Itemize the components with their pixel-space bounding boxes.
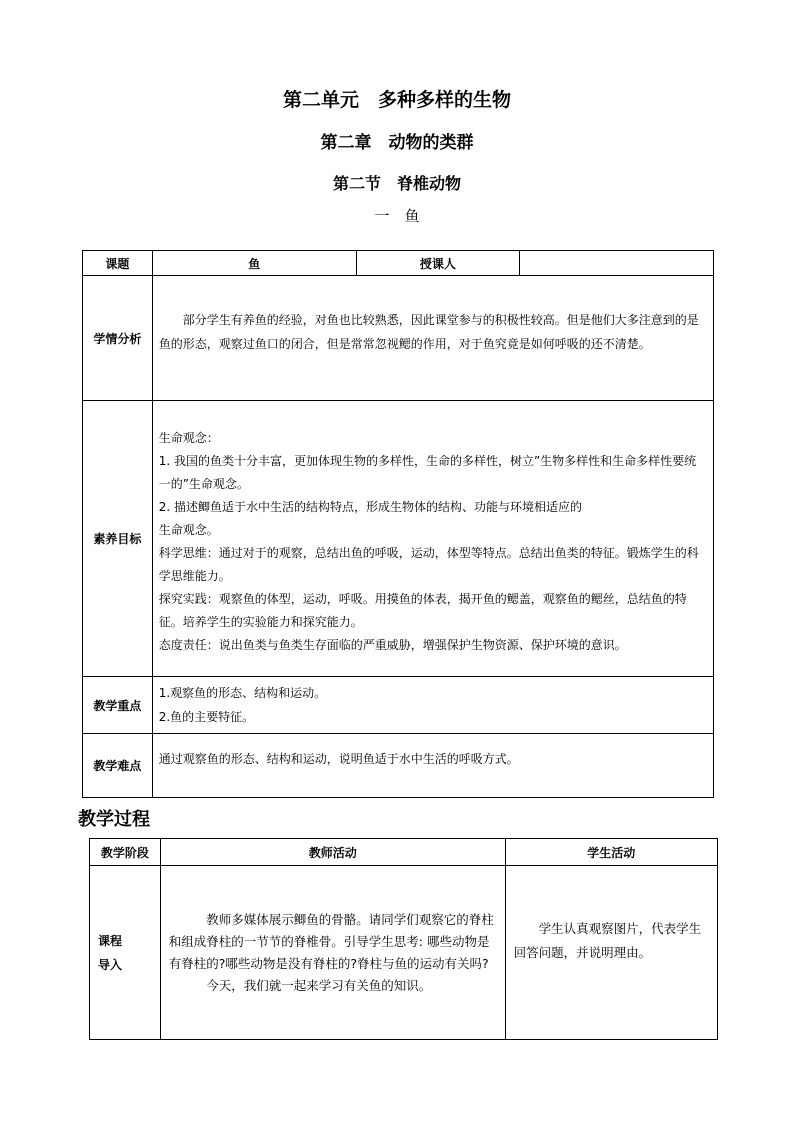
student-activity-cell (505, 866, 717, 1040)
section-title: 第二节 脊椎动物 (332, 174, 461, 193)
analysis-label: 学情分析 (83, 276, 153, 401)
literacy-row (83, 401, 714, 677)
unit-title: 第二单元 多种多样的生物 (282, 89, 511, 111)
teacher-label: 授课人 (356, 251, 519, 276)
teacher-value (519, 251, 713, 276)
literacy-line: 生命观念： (158, 430, 219, 445)
analysis-text: 部分学生有养鱼的经验，对鱼也比较熟悉，因此课堂参与的积极性较高。但是他们大多注意到的是鱼的形态，观察过鱼口的闭合，但是常常忽视鳃的作用，对于鱼究竟是如何呼吸的还不清楚。 (158, 313, 699, 351)
difficulty-label: 教学难点 (83, 734, 153, 798)
topic-title: 一 鱼 (374, 207, 420, 225)
literacy-text (153, 421, 713, 657)
literacy-line: 探究实践：观察鱼的体型，运动，呼吸。用摸鱼的体表，揭开鱼的鳃盖，观察鱼的鳃丝，总结鱼的特征。培养学生的实验能力和探究能力。 (158, 591, 687, 629)
key-points-row (83, 677, 714, 734)
analysis-row (83, 276, 714, 401)
literacy-line: 2. 描述鲫鱼适于水中生活的结构特点，形成生物体的结构、功能与环境相适应的 (158, 499, 582, 514)
student-activity-text: 学生认真观察图片，代表学生回答问题，并说明理由。 (513, 920, 702, 960)
col-stage-header: 教学阶段 (90, 839, 161, 866)
difficulty-row (83, 734, 714, 798)
stage-cell (90, 866, 161, 1040)
literacy-label: 素养目标 (83, 401, 153, 677)
col-teacher-header: 教师活动 (160, 839, 505, 866)
teacher-activity-text: 今天，我们就一起来学习有关鱼的知识。 (206, 977, 432, 993)
key-point-item: 1.观察鱼的形态、结构和运动。 (158, 686, 327, 700)
teacher-activity-cell (160, 866, 505, 1040)
process-table (89, 838, 718, 1040)
chapter-title: 第二章 动物的类群 (320, 133, 474, 153)
key-points-cell (152, 677, 713, 734)
topic-row (83, 251, 714, 276)
literacy-line: 生命观念。 (158, 522, 219, 537)
teacher-activity-text: 教师多媒体展示鲫鱼的骨骼。请同学们观察它的脊柱和组成脊柱的一节节的脊椎骨。引导学生思考: 哪些动物是有脊柱的?哪些动物是没有脊柱的?脊柱与鱼的运动有关吗? (168, 911, 494, 971)
topic-value: 鱼 (152, 251, 356, 276)
topic-label: 课题 (83, 251, 153, 276)
difficulty-text: 通过观察鱼的形态、结构和运动，说明鱼适于水中生活的呼吸方式。 (158, 751, 519, 766)
key-points-label: 教学重点 (83, 677, 153, 734)
process-header-row (90, 839, 718, 866)
process-row (90, 866, 718, 1040)
lesson-plan-table (82, 250, 714, 798)
key-point-item: 2.鱼的主要特征。 (158, 710, 255, 724)
literacy-line: 1. 我国的鱼类十分丰富，更加体现生物的多样性，生命的多样性，树立”生物多样性和生命多样性要统一的”生命观念。 (158, 453, 697, 491)
stage-label-line: 导入 (98, 957, 123, 972)
col-student-header: 学生活动 (505, 839, 717, 866)
literacy-line: 科学思维：通过对于的观察，总结出鱼的呼吸，运动，体型等特点。总结出鱼类的特征。锻炼学生的科学思维能力。 (158, 545, 699, 583)
literacy-cell (152, 401, 713, 677)
difficulty-cell (152, 734, 713, 798)
process-heading: 教学过程 (78, 809, 150, 830)
literacy-line: 态度责任：说出鱼类与鱼类生存面临的严重威胁，增强保护生物资源、保护环境的意识。 (158, 637, 627, 652)
analysis-cell (152, 276, 713, 401)
stage-label-line: 课程 (98, 933, 123, 948)
